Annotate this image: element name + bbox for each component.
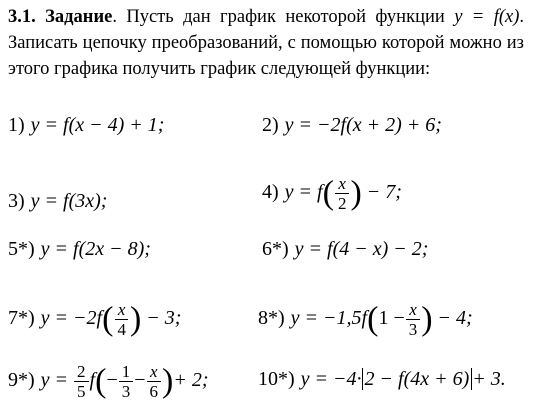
item-formula-pre: y = −1,5f xyxy=(290,307,368,330)
coefficient-fraction: $\frac{2}{5}$ xyxy=(74,362,89,401)
item-2 xyxy=(262,114,442,137)
item-6 xyxy=(262,238,428,261)
item-5 xyxy=(8,238,151,261)
item-formula-pre: y = −2f xyxy=(40,307,103,330)
item-formula-post: + 3. xyxy=(472,368,506,390)
fraction-1: $\frac{1}{3}$ xyxy=(119,362,134,401)
item-7: 7*) y = −2f( $\frac{x}{4}$ ) − 3; xyxy=(8,300,182,339)
task-number: 3.1. xyxy=(8,7,36,27)
absolute-value: 2 − f(4x + 6) xyxy=(362,368,473,390)
item-4: 4) y = f( $\frac{x}{2}$ ) − 7; xyxy=(262,174,402,213)
item-formula: y = f(2x − 8); xyxy=(40,238,151,260)
item-label: 3) xyxy=(8,190,25,212)
item-formula: y = f(3x); xyxy=(30,190,108,212)
item-formula-post: − 3; xyxy=(146,307,182,330)
item-label: 6*) xyxy=(262,238,289,260)
item-formula: y = −2f(x + 2) + 6; xyxy=(284,114,442,136)
item-label: 10*) xyxy=(258,368,295,390)
item-formula-post: + 2; xyxy=(173,369,209,392)
item-10 xyxy=(258,368,506,391)
base-function: y = f(x) xyxy=(454,7,520,27)
fraction: $\frac{x}{2}$ xyxy=(335,174,350,213)
item-formula-pre: y = f xyxy=(284,181,323,204)
task-text-2: . Записать цепочку преобразований, с помощью которой можно из этого графика получить график следующей функции: xyxy=(8,7,524,79)
fraction-2: $\frac{x}{6}$ xyxy=(147,362,162,401)
item-label: 8*) xyxy=(258,307,285,330)
item-label: 4) xyxy=(262,181,279,204)
item-label: 2) xyxy=(262,114,279,136)
item-formula: y = f(x − 4) + 1; xyxy=(30,114,165,136)
item-label: 9*) xyxy=(8,369,35,392)
item-3 xyxy=(8,190,107,213)
item-9: 9*) y = $\frac{2}{5}$ f(− $\frac{1}{3}$ − $\frac{x}{6}$ )+ 2; xyxy=(8,362,209,401)
item-formula-post: − 7; xyxy=(366,181,402,204)
item-formula-pre: y = −4· xyxy=(300,368,362,390)
item-label: 7*) xyxy=(8,307,35,330)
item-formula: y = f(4 − x) − 2; xyxy=(294,238,429,260)
fraction: $\frac{x}{4}$ xyxy=(114,300,129,339)
item-formula-pre: y = xyxy=(40,369,69,392)
task-title: Задание xyxy=(45,7,113,27)
item-label: 5*) xyxy=(8,238,35,260)
item-8: 8*) y = −1,5f(1 − $\frac{x}{3}$ ) − 4; xyxy=(258,300,473,339)
fraction: $\frac{x}{3}$ xyxy=(406,300,421,339)
item-formula-post: − 4; xyxy=(437,307,473,330)
item-label: 1) xyxy=(8,114,25,136)
function-symbol: f xyxy=(89,369,96,392)
task-statement xyxy=(8,4,524,82)
item-1 xyxy=(8,114,164,137)
task-text-1: . Пусть дан график некоторой функции xyxy=(112,7,445,27)
inner-pre: 1 − xyxy=(378,307,405,330)
